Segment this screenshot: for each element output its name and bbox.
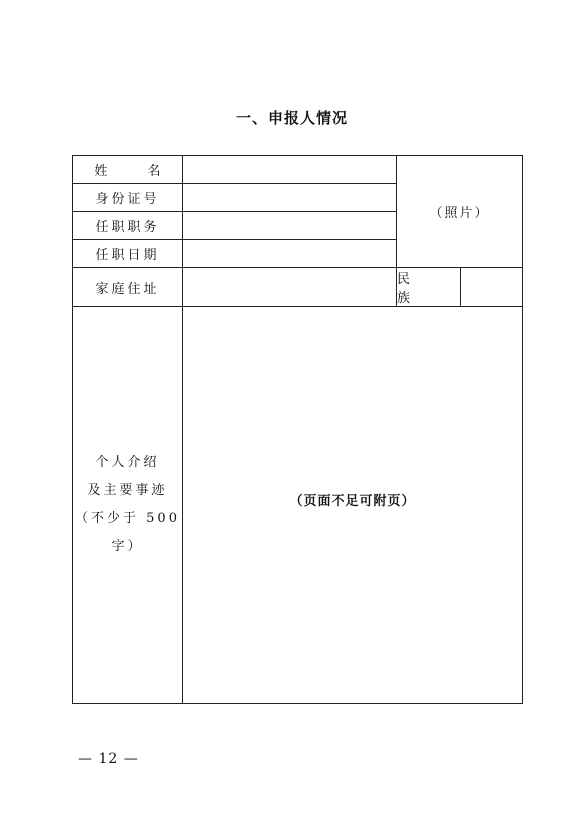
- home-address-label: 家庭住址: [73, 268, 183, 307]
- personal-intro-label: [73, 307, 183, 704]
- id-number-field[interactable]: [183, 184, 397, 212]
- intro-label-line: 及主要事迹: [87, 483, 168, 498]
- personal-intro-field[interactable]: [183, 307, 523, 704]
- ethnicity-label: 民 族: [397, 268, 461, 307]
- position-field[interactable]: [183, 212, 397, 240]
- intro-label-line: （不少于 500: [75, 511, 180, 526]
- name-field[interactable]: [183, 156, 397, 184]
- home-address-field[interactable]: [183, 268, 397, 307]
- intro-label-line: 字）: [111, 539, 144, 554]
- section-heading: 一、申报人情况: [235, 109, 348, 127]
- intro-label-line: 个人介绍: [95, 455, 160, 470]
- photo-placeholder: （照片）: [429, 206, 490, 221]
- name-label: 姓 名: [73, 156, 183, 184]
- position-label: 任职职务: [73, 212, 183, 240]
- ethnicity-field[interactable]: [461, 268, 523, 307]
- photo-box: [397, 156, 523, 268]
- page-number: — 12 —: [78, 751, 139, 767]
- id-number-label: 身份证号: [73, 184, 183, 212]
- applicant-info-table: [72, 155, 523, 704]
- appointment-date-field[interactable]: [183, 240, 397, 268]
- appointment-date-label: 任职日期: [73, 240, 183, 268]
- intro-placeholder: （页面不足可附页）: [289, 493, 416, 509]
